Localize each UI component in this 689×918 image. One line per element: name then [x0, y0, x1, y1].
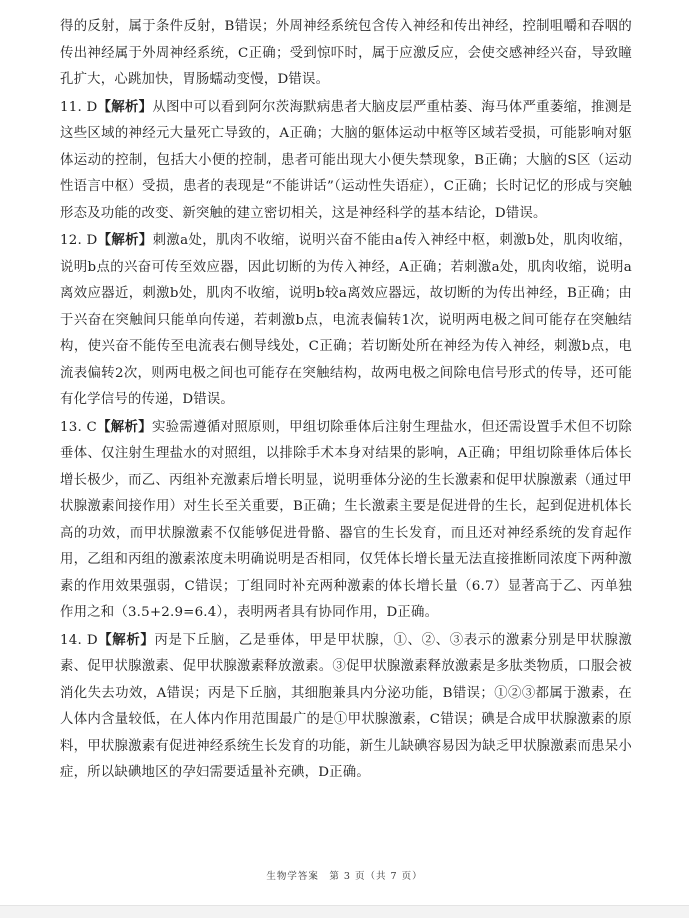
- question-number: 13.: [60, 419, 82, 435]
- analysis-tag: 【解析】: [97, 98, 153, 115]
- answer-letter: C: [86, 419, 97, 435]
- question-number: 11.: [60, 99, 82, 115]
- analysis-tag: 【解析】: [97, 232, 153, 248]
- paragraph-text: 刺激a处，肌肉不收缩，说明兴奋不能由a传入神经中枢，刺激b处，肌肉收缩，说明b点的兴奋可传至效应器，因此切断的为传入神经，A正确；若刺激a处，肌肉收缩，说明a离效应器近，刺激b处，肌肉不收缩，说明b较a离效应器远，故切断的为传出神经，B正确；由于兴奋在突触间只能单向传递，若刺激b点，电流表偏转1次，说明两电极之间可能存在突触结构，使兴奋不能传至电流表右侧导线处，C正确；若切断处所在神经为传入神经，刺激b点，电流表偏转2次，则两电极之间也可能存在突触结构，故两电极之间除电信号形式的传导，还可能有化学信号的传递，D错误。: [60, 233, 632, 407]
- page-footer: 生物学答案 第 3 页（共 7 页）: [266, 871, 423, 882]
- answer-letter: D: [86, 632, 98, 648]
- paragraph-question-12: [60, 227, 632, 414]
- answer-letter: D: [86, 99, 98, 115]
- paragraph-text: 丙是下丘脑，乙是垂体，甲是甲状腺，①、②、③表示的激素分别是甲状腺激素、促甲状腺激素、促甲状腺激素释放激素。③促甲状腺激素释放激素是多肽类物质，口服会被消化失去功效，A错误；丙是下丘脑，其细胞兼具内分泌功能，B错误；①②③都属于激素，在人体内含量较低，在人体内作用范围最广的是①甲状腺激素，C错误；碘是合成甲状腺激素的原料，甲状腺激素有促进神经系统生长发育的功能，新生儿缺碘容易因为缺乏甲状腺激素而患呆小症，所以缺碘地区的孕妇需要适量补充碘，D正确。: [60, 632, 632, 780]
- answer-content: [60, 14, 632, 787]
- paragraph-question-14: [60, 627, 632, 787]
- paragraph-question-11: [60, 94, 632, 228]
- bottom-edge: [0, 905, 689, 918]
- paragraph-text: 得的反射，属于条件反射，B错误；外周神经系统包含传入神经和传出神经，控制咀嚼和吞咽的传出神经属于外周神经系统，C正确；受到惊吓时，属于应激反应，会使交感神经兴奋，导致瞳孔扩大，心跳加快，胃肠蠕动变慢，D错误。: [60, 19, 632, 87]
- paragraph-continuation: [60, 14, 632, 94]
- answer-letter: D: [86, 233, 98, 248]
- paragraph-question-13: [60, 414, 632, 627]
- analysis-tag: 【解析】: [97, 631, 155, 648]
- question-number: 12.: [60, 233, 82, 248]
- analysis-tag: 【解析】: [96, 418, 152, 435]
- paragraph-text: 从图中可以看到阿尔茨海默病患者大脑皮层严重枯萎、海马体严重萎缩，推测是这些区域的神经元大量死亡导致的，A正确；大脑的躯体运动中枢等区域若受损，可能影响对躯体运动的控制，包括大小便的控制，患者可能出现大小便失禁现象，B正确；大脑的S区（运动性语言中枢）受损，患者的表现是“不能讲话”（运动性失语症），C正确；长时记忆的形成与突触形态及功能的改变、新突触的建立密切相关，这是神经科学的基本结论，D错误。: [60, 99, 632, 221]
- question-number: 14.: [60, 632, 82, 648]
- paragraph-text: 实验需遵循对照原则，甲组切除垂体后注射生理盐水，但还需设置手术但不切除垂体、仅注射生理盐水的对照组，以排除手术本身对结果的影响，A正确；甲组切除垂体后体长增长极少，而乙、丙组补充激素后增长明显，说明垂体分泌的生长激素和促甲状腺激素（通过甲状腺激素间接作用）对生长至关重要，B正确；生长激素主要是促进骨的生长，起到促进机体长高的功效，而甲状腺激素不仅能够促进骨骼、器官的生长发育，而且还对神经系统的发育起作用，乙组和丙组的激素浓度未明确说明是否相同，仅凭体长增长量无法直接推断同浓度下两种激素的作用效果强弱，C错误；丁组同时补充两种激素的体长增长量（6.7）显著高于乙、丙单独作用之和（3.5+2.9=6.4），表明两者具有协同作用，D正确。: [60, 419, 632, 620]
